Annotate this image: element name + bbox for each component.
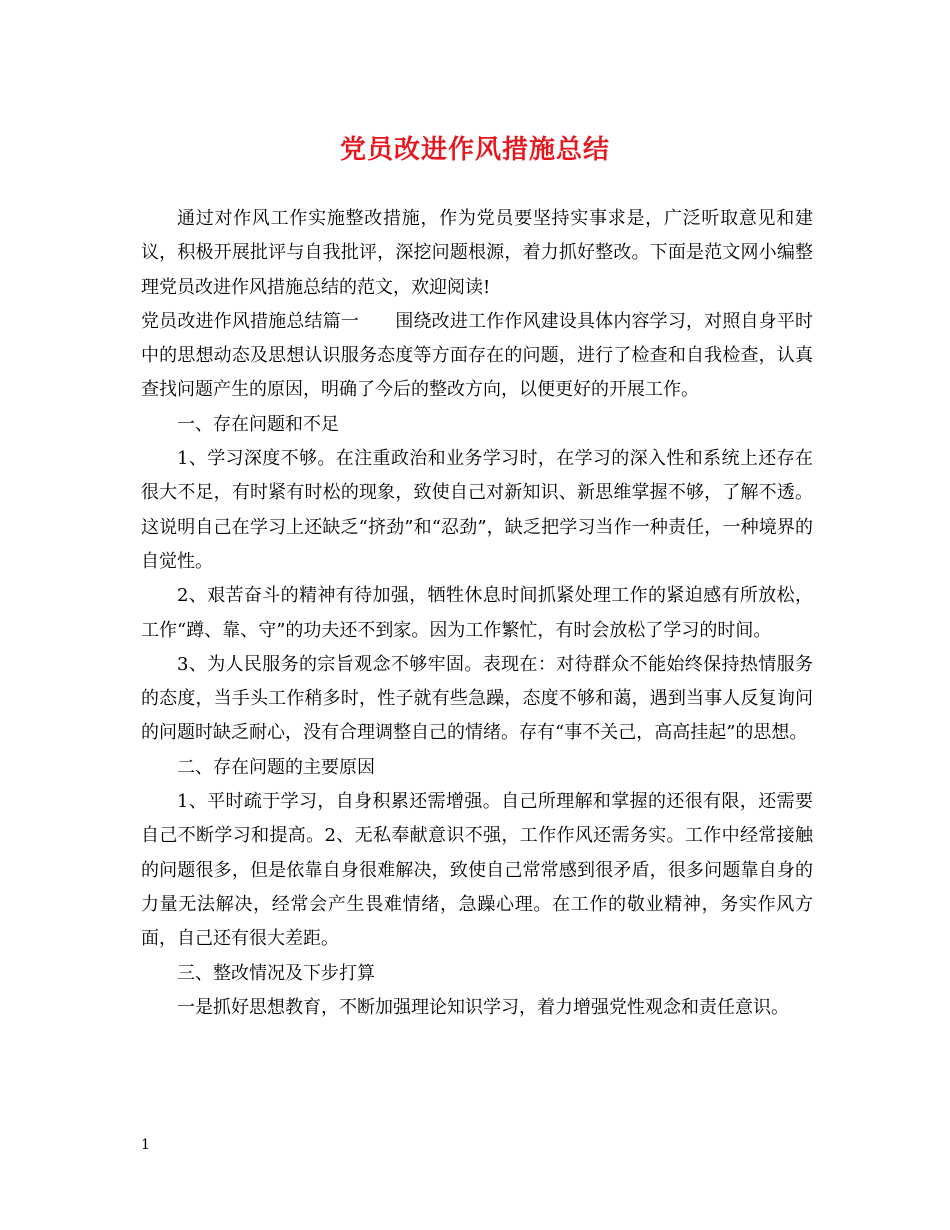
paragraph-rectification-1: 一是抓好思想教育，不断加强理论知识学习，着力增强党性观念和责任意识。 [177,996,789,1018]
paragraph-intro: 通过对作风工作实施整改措施，作为党员要坚持实事求是，广泛听取意见和建议，积极开展批评与自我批评，深挖问题根源，着力抓好整改。下面是范文网小编整理党员改进作风措施总结的范文，欢迎阅读! [141,208,813,298]
paragraph-problem-1: 1、学习深度不够。在注重政治和业务学习时，在学习的深入性和系统上还存在很大不足，有时紧有时松的现象，致使自己对新知识、新思维掌握不够，了解不透。这说明自己在学习上还缺乏“挤劲”和“忍劲”，缺乏把学习当作一种责任，一种境界的自觉性。 [141,448,813,572]
paragraph-section-one-intro: 党员改进作风措施总结篇一 围绕改进工作作风建设具体内容学习，对照自身平时中的思想动态及思想认识服务态度等方面存在的问题，进行了检查和自我检查，认真查找问题产生的原因，明确了今后的整改方向，以便更好的开展工作。 [141,310,813,401]
heading-rectification: 三、整改情况及下步打算 [177,962,375,984]
paragraph-problem-3: 3、为人民服务的宗旨观念不够牢固。表现在：对待群众不能始终保持热情服务的态度，当手头工作稍多时，性子就有些急躁，态度不够和蔼，遇到当事人反复询问的问题时缺乏耐心，没有合理调整自己的情绪。存有“事不关己，高高挂起”的思想。 [141,653,813,744]
document-body [141,202,813,1025]
document-title: 党员改进作风措施总结 [339,135,610,165]
paragraph-causes: 1、平时疏于学习，自身积累还需增强。自己所理解和掌握的还很有限，还需要自己不断学习和提高。2、无私奉献意识不强，工作作风还需务实。工作中经常接触的问题很多，但是依靠自身很难解决，致使自己常常感到很矛盾，很多问题靠自身的力量无法解决，经常会产生畏难情绪，急躁心理。在工作的敬业精神，务实作风方面，自己还有很大差距。 [141,791,813,950]
heading-causes: 二、存在问题的主要原因 [177,756,375,778]
paragraph-problem-2: 2、艰苦奋斗的精神有待加强，牺牲休息时间抓紧处理工作的紧迫感有所放松，工作“蹲、靠、守”的功夫还不到家。因为工作繁忙，有时会放松了学习的时间。 [141,585,813,641]
heading-problems: 一、存在问题和不足 [177,413,339,435]
page-number: 1 [141,1137,150,1153]
